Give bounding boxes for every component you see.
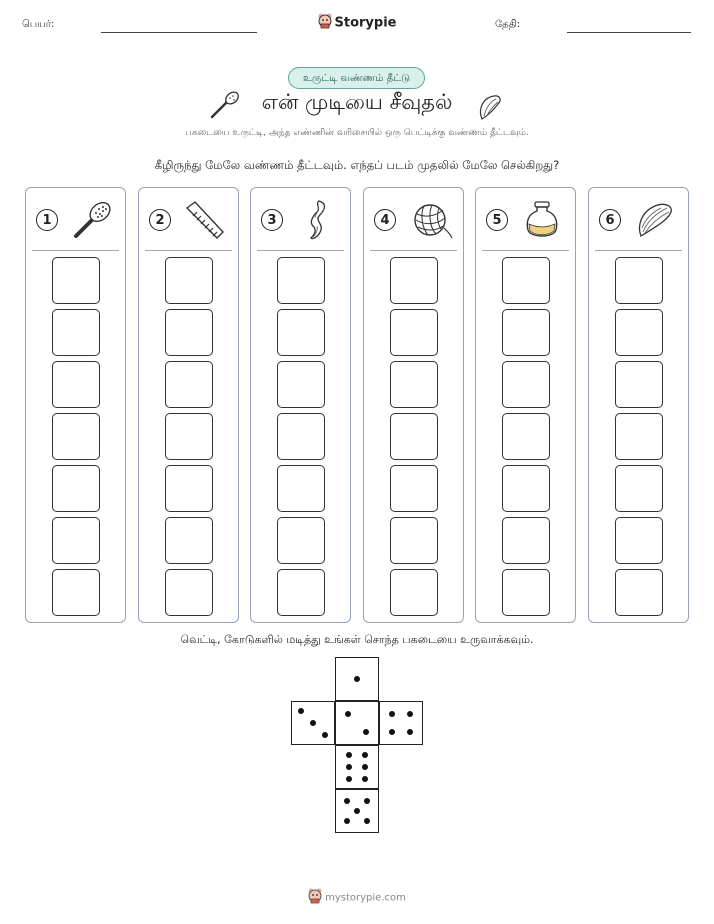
column-divider xyxy=(595,250,682,251)
comb-icon xyxy=(181,198,229,242)
color-box[interactable] xyxy=(52,569,100,616)
page-title: என் முடியை சீவுதல் xyxy=(261,90,453,114)
die-pip xyxy=(389,711,395,717)
color-box[interactable] xyxy=(390,257,438,304)
color-box[interactable] xyxy=(277,309,325,356)
color-box[interactable] xyxy=(277,413,325,460)
footer-url: mystorypie.com xyxy=(325,892,406,904)
column-number: 5 xyxy=(486,209,508,231)
column-number: 2 xyxy=(149,209,171,231)
color-box[interactable] xyxy=(165,465,213,512)
die-pip xyxy=(345,711,351,717)
color-box[interactable] xyxy=(615,569,663,616)
die-pip xyxy=(310,720,316,726)
color-box[interactable] xyxy=(165,309,213,356)
color-box[interactable] xyxy=(52,517,100,564)
color-box[interactable] xyxy=(615,361,663,408)
die-pip xyxy=(354,676,360,682)
color-box[interactable] xyxy=(277,361,325,408)
die-face-5 xyxy=(335,789,379,833)
column-divider xyxy=(370,250,457,251)
color-box[interactable] xyxy=(615,465,663,512)
color-box[interactable] xyxy=(390,361,438,408)
instructions: பகடையை உருட்டி, அந்த எண்ணின் வரிசையில் ஒரு பெட்டிக்கு வண்ணம் தீட்டவும். xyxy=(185,128,529,138)
date-label: தேதி: xyxy=(495,19,521,30)
brand-name: Storypie xyxy=(334,15,397,31)
color-box[interactable] xyxy=(277,569,325,616)
color-box[interactable] xyxy=(615,257,663,304)
yarn-ball-icon xyxy=(406,198,454,242)
color-box[interactable] xyxy=(165,413,213,460)
color-box[interactable] xyxy=(502,413,550,460)
hairbrush-icon xyxy=(68,198,116,242)
column-3 xyxy=(250,187,351,623)
die-pip xyxy=(407,711,413,717)
color-box[interactable] xyxy=(502,517,550,564)
die-pip xyxy=(362,752,368,758)
color-box[interactable] xyxy=(615,413,663,460)
die-pip xyxy=(344,818,350,824)
footer xyxy=(0,888,714,907)
die-face-1 xyxy=(335,657,379,701)
color-box[interactable] xyxy=(502,465,550,512)
cut-instruction: வெட்டி, கோடுகளில் மடித்து உங்கள் சொந்த பகடையை உருவாக்கவும். xyxy=(180,633,534,646)
color-box[interactable] xyxy=(390,465,438,512)
die-pip xyxy=(346,764,352,770)
column-1 xyxy=(25,187,126,623)
question: கீழிருந்து மேலே வண்ணம் தீட்டவும். எந்தப் படம் முதலில் மேலே செல்கிறது? xyxy=(154,158,560,172)
color-box[interactable] xyxy=(615,309,663,356)
color-box[interactable] xyxy=(502,569,550,616)
column-divider xyxy=(145,250,232,251)
storypie-mascot-icon xyxy=(318,13,332,33)
die-face-3 xyxy=(291,701,335,745)
color-box[interactable] xyxy=(390,309,438,356)
die-pip xyxy=(363,729,369,735)
oil-jar-icon xyxy=(518,198,566,242)
die-pip xyxy=(362,776,368,782)
column-divider xyxy=(32,250,119,251)
color-box[interactable] xyxy=(52,413,100,460)
date-field[interactable] xyxy=(567,32,691,33)
column-number: 6 xyxy=(599,209,621,231)
color-box[interactable] xyxy=(502,361,550,408)
column-divider xyxy=(482,250,569,251)
die-pip xyxy=(364,798,370,804)
die-face-4 xyxy=(379,701,423,745)
color-box[interactable] xyxy=(615,517,663,564)
die-pip xyxy=(389,729,395,735)
color-box[interactable] xyxy=(390,569,438,616)
hair-bun-icon xyxy=(631,198,679,242)
column-number: 4 xyxy=(374,209,396,231)
color-box[interactable] xyxy=(165,517,213,564)
color-box[interactable] xyxy=(390,413,438,460)
column-4 xyxy=(363,187,464,623)
die-pip xyxy=(344,798,350,804)
die-pip xyxy=(346,776,352,782)
column-number: 1 xyxy=(36,209,58,231)
die-pip xyxy=(364,818,370,824)
color-box[interactable] xyxy=(502,309,550,356)
die-pip xyxy=(354,808,360,814)
color-box[interactable] xyxy=(52,465,100,512)
color-box[interactable] xyxy=(165,569,213,616)
color-box[interactable] xyxy=(165,257,213,304)
column-2 xyxy=(138,187,239,623)
color-box[interactable] xyxy=(390,517,438,564)
column-number: 3 xyxy=(261,209,283,231)
hair-lock-icon xyxy=(476,92,504,122)
color-box[interactable] xyxy=(277,517,325,564)
storypie-mascot-icon xyxy=(308,888,322,907)
die-face-2 xyxy=(335,701,379,745)
die-pip xyxy=(362,764,368,770)
color-box[interactable] xyxy=(277,465,325,512)
die-pip xyxy=(346,752,352,758)
color-box[interactable] xyxy=(277,257,325,304)
die-pip xyxy=(407,729,413,735)
name-label: பெயர்: xyxy=(22,19,55,30)
die-face-6 xyxy=(335,745,379,789)
color-box[interactable] xyxy=(52,257,100,304)
brand-logo xyxy=(0,13,714,33)
die-pip xyxy=(298,708,304,714)
color-box[interactable] xyxy=(165,361,213,408)
color-box[interactable] xyxy=(502,257,550,304)
column-divider xyxy=(257,250,344,251)
column-6 xyxy=(588,187,689,623)
column-5 xyxy=(475,187,576,623)
color-box[interactable] xyxy=(52,361,100,408)
activity-badge: உருட்டி வண்ணம் தீட்டு xyxy=(288,67,425,89)
color-box[interactable] xyxy=(52,309,100,356)
die-pip xyxy=(322,732,328,738)
hair-lock-icon xyxy=(293,198,341,242)
